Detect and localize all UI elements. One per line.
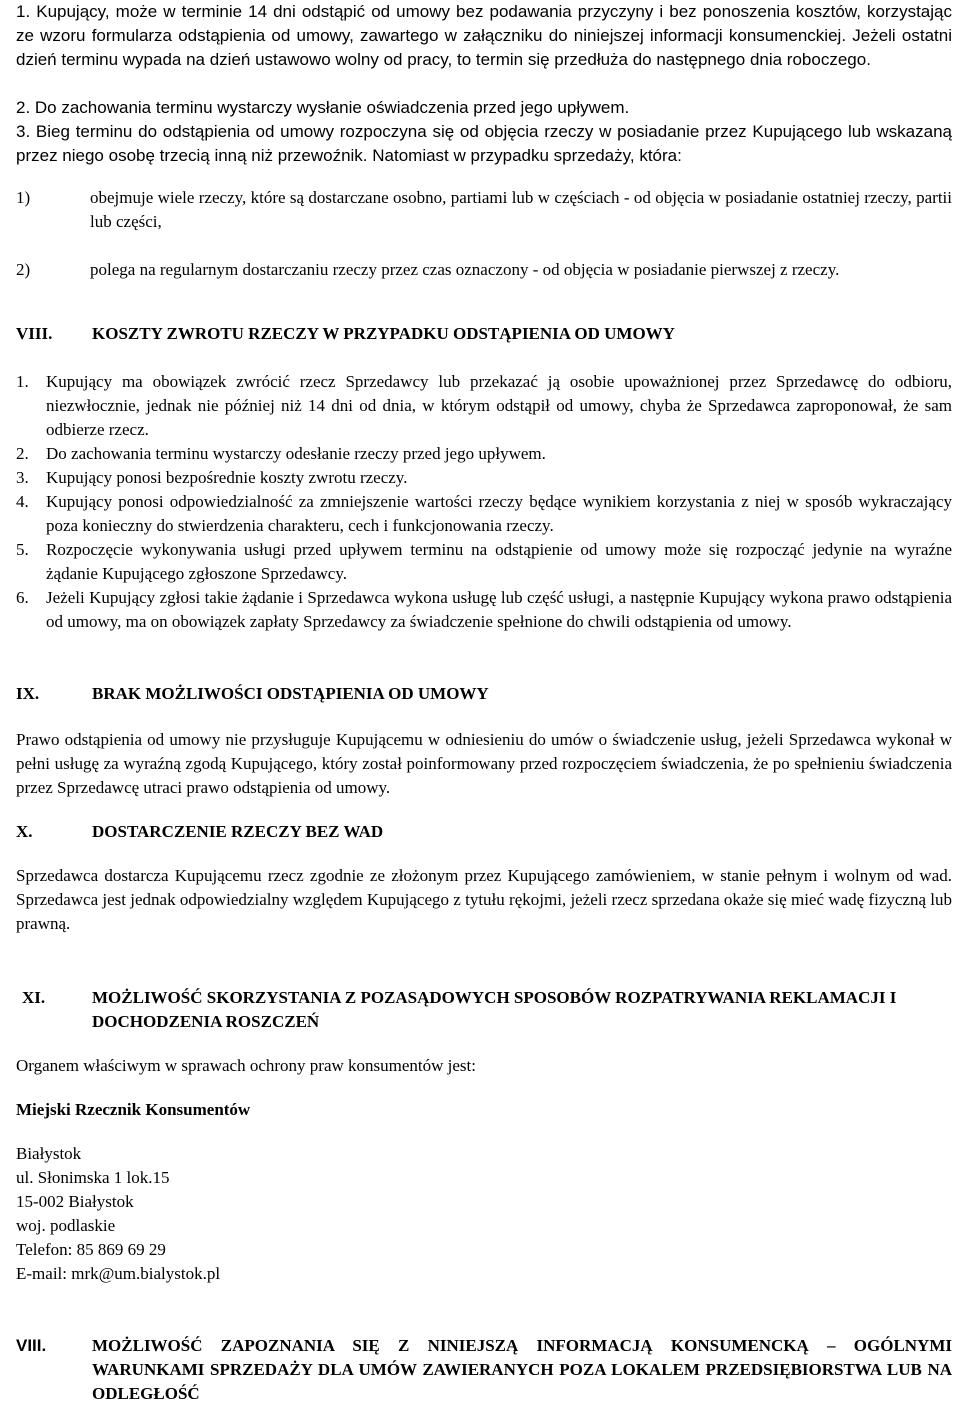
section-viii-list: [16, 370, 952, 634]
address-line: ul. Słonimska 1 lok.15: [16, 1168, 170, 1187]
list-item: [16, 490, 952, 538]
subitem-text: obejmuje wiele rzeczy, które są dostarczane osobno, partiami lub w częściach - od objęcia w posiadanie ostatniej rzeczy, partii lub części,: [90, 188, 952, 231]
section-xi-intro: Organem właściwym w sprawach ochrony praw konsumentów jest:: [16, 1056, 476, 1075]
list-item: [16, 538, 952, 586]
section-title: BRAK MOŻLIWOŚCI ODSTĄPIENIA OD UMOWY: [92, 684, 489, 703]
email-address: E-mail: mrk@um.bialystok.pl: [16, 1264, 221, 1283]
item-number: 3.: [16, 468, 29, 487]
item-number: 6.: [16, 588, 29, 607]
intro-paragraph-2: 2. Do zachowania terminu wystarczy wysłanie oświadczenia przed jego upływem.: [16, 98, 630, 117]
section-number: X.: [16, 822, 33, 841]
item-text: Jeżeli Kupujący zgłosi takie żądanie i Sprzedawca wykona usługę lub część usługi, a następnie Kupujący wykona prawo odstąpienia od umowy, ma on obowiązek zapłaty Sprzedawcy za świadczenie spełnione do chwili odstąpienia od umowy.: [46, 588, 952, 631]
organization-name: Miejski Rzecznik Konsumentów: [16, 1100, 251, 1119]
subitem-marker: 1): [16, 188, 31, 207]
organization-address: [16, 1142, 952, 1286]
list-item: [16, 442, 952, 466]
item-number: 5.: [16, 540, 29, 559]
section-number: IX.: [16, 684, 40, 703]
section-number: VIII.: [16, 324, 53, 343]
item-text: Do zachowania terminu wystarczy odesłanie rzeczy przed jego upływem.: [46, 444, 546, 463]
item-text: Kupujący ponosi bezpośrednie koszty zwrotu rzeczy.: [46, 468, 408, 487]
intro-paragraph-1: 1. Kupujący, może w terminie 14 dni odstąpić od umowy bez podawania przyczyny i bez ponoszenia kosztów, korzystając ze wzoru formularza odstąpienia od umowy, zawartego w załączniku do niniejszej informacji konsumenckiej. Jeżeli ostatni dzień terminu wypada na dzień ustawowo wolny od pracy, to termin się przedłuża do następnego dnia roboczego.: [16, 2, 952, 69]
item-number: 4.: [16, 492, 29, 511]
list-item: [16, 370, 952, 442]
section-title: MOŻLIWOŚĆ ZAPOZNANIA SIĘ Z NINIEJSZĄ INFORMACJĄ KONSUMENCKĄ – OGÓLNYMI WARUNKAMI SPRZEDAŻY DLA UMÓW ZAWIERANYCH POZA LOKALEM PRZEDSIĘBIORSTWA LUB NA ODLEGŁOŚĆ: [92, 1336, 952, 1403]
item-text: Kupujący ma obowiązek zwrócić rzecz Sprzedawcy lub przekazać ją osobie upoważnionej przez Sprzedawcę do odbioru, niezwłocznie, jednak nie później niż 14 dni od dnia, w którym odstąpił od umowy, chyba że Sprzedawca zaproponował, że sam odbierze rzecz.: [46, 372, 952, 439]
intro-paragraph-3: 3. Bieg terminu do odstąpienia od umowy rozpoczyna się od objęcia rzeczy w posiadanie przez Kupującego lub wskazaną przez niego osobę trzecią inną niż przewoźnik. Natomiast w przypadku sprzedaży, która:: [16, 122, 952, 165]
item-number: 1.: [16, 372, 29, 391]
address-line: woj. podlaskie: [16, 1216, 116, 1235]
item-text: Kupujący ponosi odpowiedzialność za zmniejszenie wartości rzeczy będące wynikiem korzystania z niej w sposób wykraczający poza konieczny do stwierdzenia charakteru, cech i funkcjonowania rzeczy.: [46, 492, 952, 535]
address-line: 15-002 Białystok: [16, 1192, 134, 1211]
section-number: XI.: [22, 988, 46, 1007]
section-ix-body: Prawo odstąpienia od umowy nie przysługuje Kupującemu w odniesieniu do umów o świadczenie usług, jeżeli Sprzedawca wykonał w pełni usługę za wyraźną zgodą Kupującego, który został poinformowany przed rozpoczęciem świadczenia, że po spełnieniu świadczenia przez Sprzedawcę utraci prawo odstąpienia od umowy.: [16, 730, 952, 797]
section-title: MOŻLIWOŚĆ SKORZYSTANIA Z POZASĄDOWYCH SPOSOBÓW ROZPATRYWANIA REKLAMACJI I DOCHODZENIA ROSZCZEŃ: [92, 988, 897, 1031]
address-line: Telefon: 85 869 69 29: [16, 1240, 166, 1259]
section-title: KOSZTY ZWROTU RZECZY W PRZYPADKU ODSTĄPIENIA OD UMOWY: [92, 324, 675, 343]
list-item: [16, 586, 952, 634]
item-text: Rozpoczęcie wykonywania usługi przed upływem terminu na odstąpienie od umowy może się rozpocząć jedynie na wyraźne żądanie Kupującego zgłoszone Sprzedawcy.: [46, 540, 952, 583]
section-x-body: Sprzedawca dostarcza Kupującemu rzecz zgodnie ze złożonym przez Kupującego zamówieniem, w stanie pełnym i wolnym od wad. Sprzedawca jest jednak odpowiedzialny względem Kupującego z tytułu rękojmi, jeżeli rzecz sprzedana okaże się mieć wadę fizyczną lub prawną.: [16, 866, 952, 933]
item-number: 2.: [16, 444, 29, 463]
subitem-marker: 2): [16, 260, 31, 279]
section-number: VIII.: [16, 1336, 47, 1355]
subitem-text: polega na regularnym dostarczaniu rzeczy przez czas oznaczony - od objęcia w posiadanie pierwszej z rzeczy.: [90, 260, 840, 279]
section-title: DOSTARCZENIE RZECZY BEZ WAD: [92, 822, 384, 841]
address-line: Białystok: [16, 1144, 82, 1163]
list-item: [16, 466, 952, 490]
